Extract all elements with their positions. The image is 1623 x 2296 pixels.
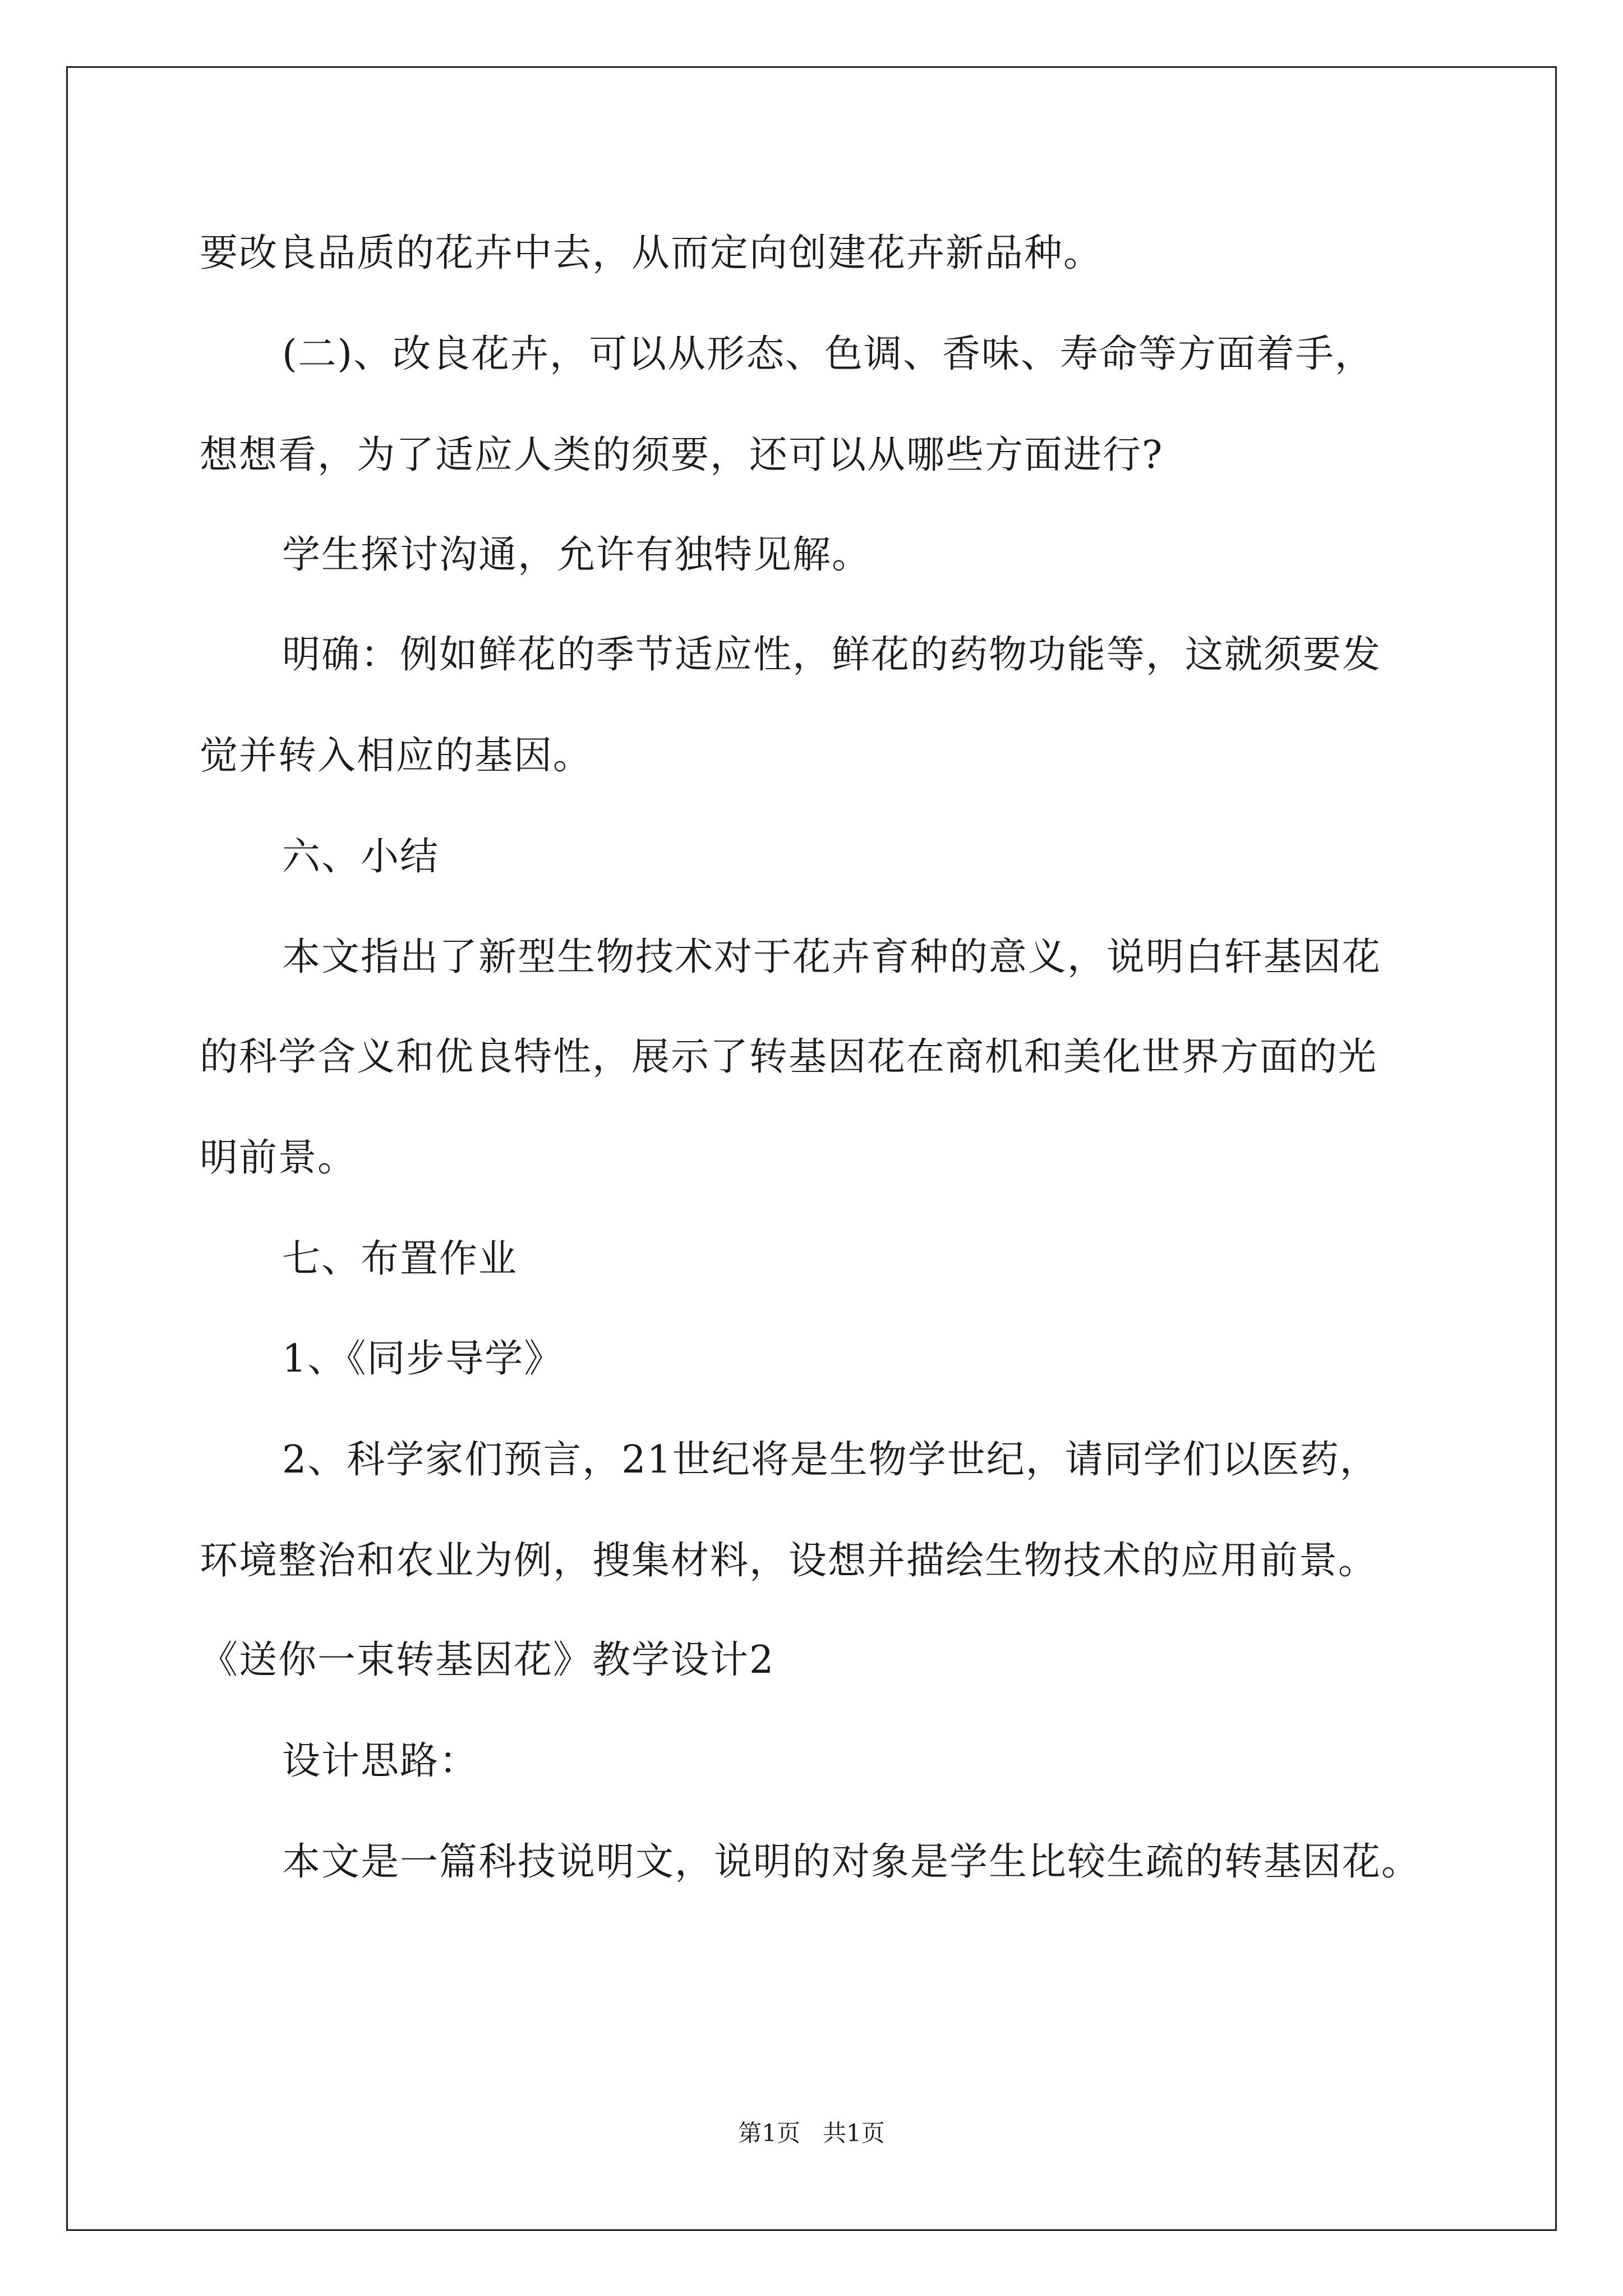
text-line: 环境整治和农业为例，搜集材料，设想并描绘生物技术的应用前景。 [200,1539,1378,1583]
text-line: (二)、改良花卉，可以从形态、色调、香味、寿命等方面着手， [282,332,1375,376]
section-heading: 六、小结 [282,835,440,879]
text-line: 明前景。 [200,1136,357,1180]
text-line: 1、《同步导学》 [282,1337,564,1381]
text-line: 的科学含义和优良特性，展示了转基因花在商机和美化世界方面的光 [200,1035,1378,1079]
text-line: 要改良品质的花卉中去，从而定向创建花卉新品种。 [200,231,1103,275]
page-footer: 第1页 共1页 [738,2119,885,2147]
text-line: 觉并转入相应的基因。 [200,734,593,778]
text-line: 想想看，为了适应人类的须要，还可以从哪些方面进行? [200,433,1164,477]
text-line: 明确：例如鲜花的季节适应性，鲜花的药物功能等，这就须要发 [282,633,1382,677]
text-line: 学生探讨沟通，允许有独特见解。 [282,533,872,577]
text-line: 设计思路： [282,1739,479,1783]
section-heading: 七、布置作业 [282,1237,518,1281]
text-line: 本文指出了新型生物技术对于花卉育种的意义，说明白轩基因花 [282,935,1382,979]
document-title: 《送你一束转基因花》教学设计2 [200,1638,775,1682]
text-line: 本文是一篇科技说明文，说明的对象是学生比较生疏的转基因花。 [282,1840,1421,1884]
text-line: 2、科学家们预言，21世纪将是生物学世纪，请同学们以医药， [282,1438,1379,1482]
